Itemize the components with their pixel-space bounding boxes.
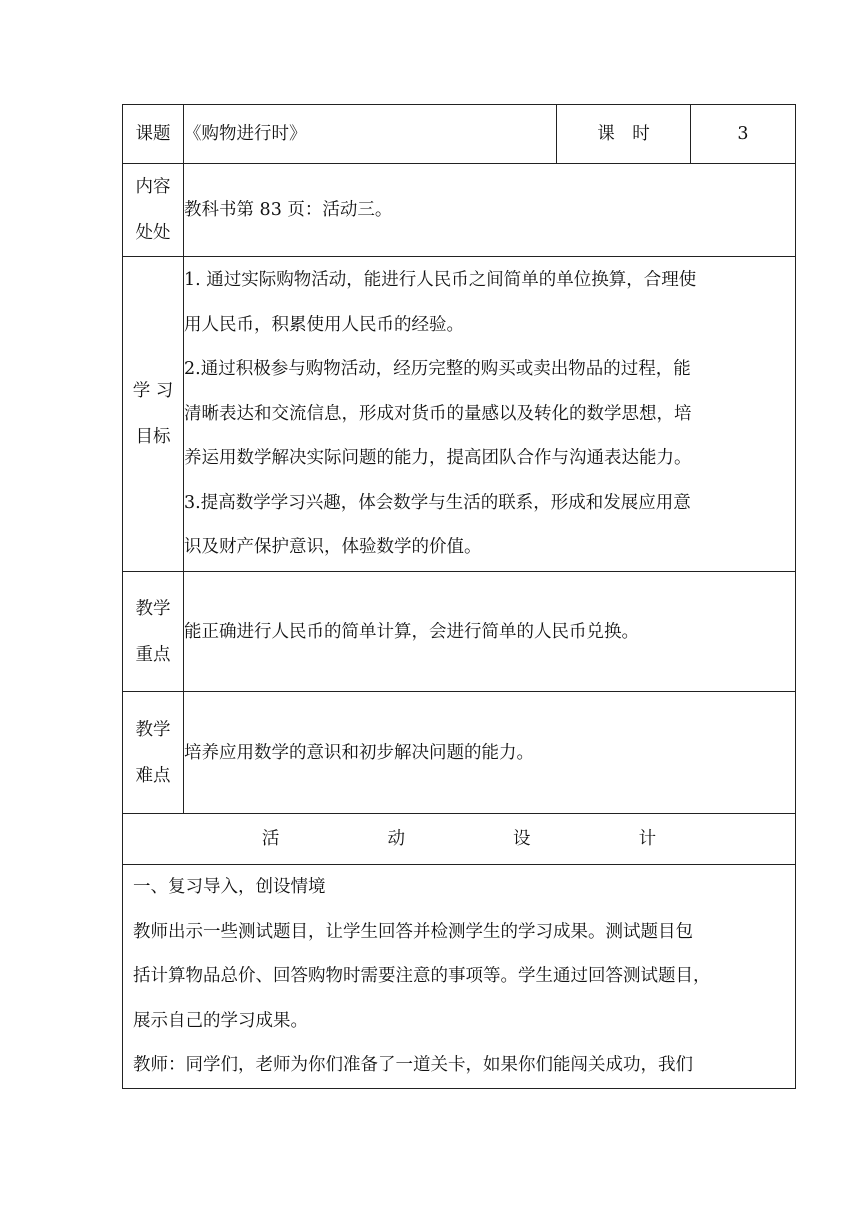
goal-line: 3.提高数学学习兴趣，体会数学与生活的联系，形成和发展应用意 (184, 492, 691, 513)
title-label: 课题 (123, 105, 184, 164)
goals-label-line-2: 目标 (135, 427, 171, 447)
lesson-plan-table (122, 104, 796, 1089)
source-value: 教科书第 83 页：活动三。 (184, 164, 796, 257)
title-value: 《购物进行时》 (184, 105, 557, 164)
goal-line: 2.通过积极参与购物活动，经历完整的购买或卖出物品的过程，能 (184, 359, 691, 380)
source-row (123, 164, 796, 257)
difficulty-label-line-2: 难点 (135, 765, 171, 786)
key-points-label (123, 572, 184, 692)
activity-heading (123, 814, 796, 865)
difficulty-label (123, 692, 184, 814)
activity-line: 教师出示一些测试题目，让学生回答并检测学生的学习成果。测试题目包 (133, 921, 693, 942)
title-row (123, 105, 796, 164)
goals-label-line-1: 学 习 (132, 381, 174, 401)
activity-heading-char: 动 (387, 829, 405, 849)
source-label-line-1: 内容 (135, 177, 171, 197)
key-points-label-line-1: 教学 (135, 598, 171, 619)
hours-value: 3 (691, 105, 796, 164)
difficulty-row (123, 692, 796, 814)
difficulty-label-line-1: 教学 (135, 719, 171, 740)
key-points-value: 能正确进行人民币的简单计算，会进行简单的人民币兑换。 (184, 572, 796, 692)
source-label (123, 164, 184, 257)
goal-line: 清晰表达和交流信息，形成对货币的量感以及转化的数学思想，培 (184, 403, 692, 424)
activity-line: 展示自己的学习成果。 (133, 1010, 308, 1031)
goal-line: 养运用数学解决实际问题的能力，提高团队合作与沟通表达能力。 (184, 448, 692, 469)
goals-label (123, 257, 184, 572)
key-points-row (123, 572, 796, 692)
goals-value (184, 257, 796, 572)
goal-line: 用人民币，积累使用人民币的经验。 (184, 314, 464, 335)
goals-row (123, 257, 796, 572)
source-label-line-2: 处处 (135, 223, 171, 243)
activity-line: 括计算物品总价、回答购物时需要注意的事项等。学生通过回答测试题目， (133, 966, 711, 987)
goal-line: 识及财产保护意识，体验数学的价值。 (184, 537, 482, 558)
activity-heading-char: 计 (638, 829, 657, 849)
activity-heading-char: 活 (261, 829, 280, 849)
goal-line: 1. 通过实际购物活动，能进行人民币之间简单的单位换算，合理使 (184, 269, 697, 290)
key-points-label-line-2: 重点 (135, 644, 171, 665)
difficulty-value: 培养应用数学的意识和初步解决问题的能力。 (184, 692, 796, 814)
activity-heading-row (123, 814, 796, 865)
activity-body-row (123, 865, 796, 1089)
activity-line: 一、复习导入，创设情境 (133, 877, 326, 898)
activity-body (123, 865, 796, 1089)
activity-line: 教师：同学们，老师为你们准备了一道关卡，如果你们能闯关成功，我们 (133, 1055, 693, 1076)
hours-label: 课 时 (557, 105, 691, 164)
activity-heading-char: 设 (513, 829, 531, 849)
